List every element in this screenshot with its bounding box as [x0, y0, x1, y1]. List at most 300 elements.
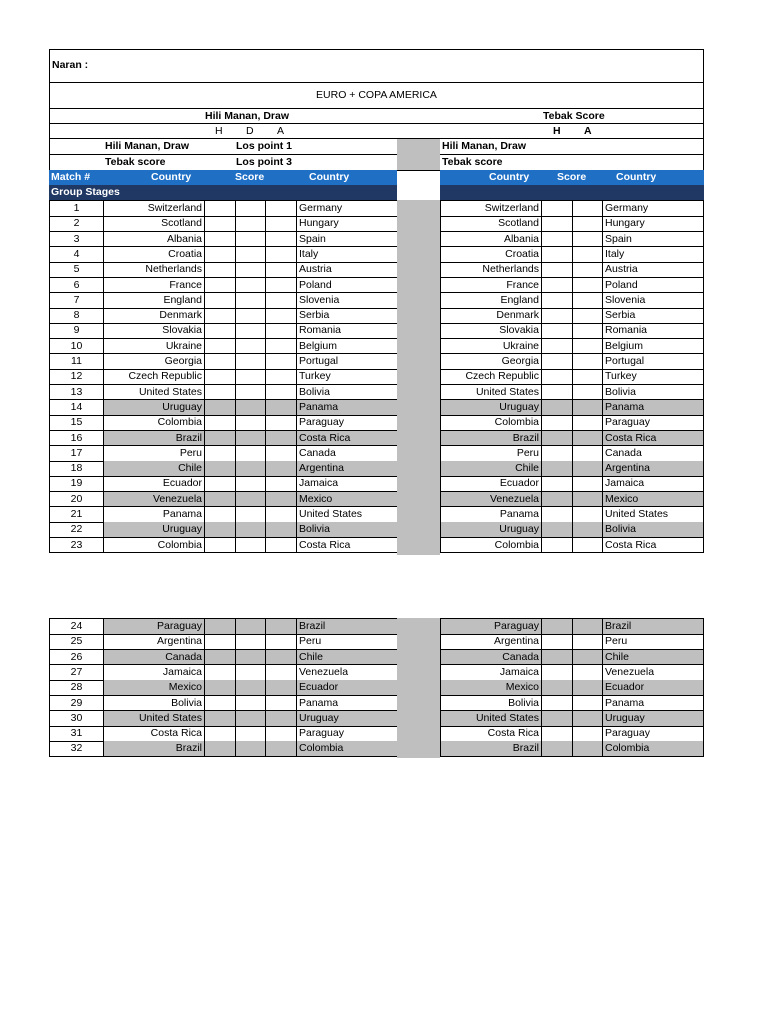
away-score-cell[interactable]	[266, 400, 297, 415]
draw-cell[interactable]	[236, 247, 266, 262]
away-score-cell[interactable]	[266, 232, 297, 247]
home-country: Panama	[441, 507, 542, 522]
away-score-cell[interactable]	[573, 476, 603, 491]
home-score-cell[interactable]	[205, 308, 236, 323]
home-country: Peru	[104, 446, 205, 461]
home-country: Mexico	[441, 680, 542, 695]
home-country: Netherlands	[104, 262, 205, 277]
match-number: 26	[50, 650, 104, 665]
away-score-cell[interactable]	[573, 323, 603, 338]
legend-2-mid: Los point 3	[236, 156, 292, 168]
home-score-cell[interactable]	[542, 431, 573, 446]
home-score-cell[interactable]	[542, 538, 573, 553]
home-score-cell[interactable]	[205, 538, 236, 553]
home-score-cell[interactable]	[205, 232, 236, 247]
table-row	[441, 369, 703, 385]
home-score-cell[interactable]	[205, 323, 236, 338]
table-row	[50, 680, 398, 696]
table-row	[50, 507, 398, 523]
away-score-cell[interactable]	[573, 711, 603, 726]
home-country: Costa Rica	[441, 726, 542, 741]
table-row	[441, 507, 703, 523]
home-country: Colombia	[441, 415, 542, 430]
table-row	[441, 323, 703, 339]
col-country-away: Country	[309, 171, 350, 183]
table-row	[441, 492, 703, 508]
away-country: Ecuador	[603, 680, 703, 695]
table-row	[50, 522, 398, 538]
home-score-cell[interactable]	[542, 400, 573, 415]
away-country: Mexico	[603, 492, 703, 507]
away-country: Paraguay	[297, 726, 398, 741]
home-score-cell[interactable]	[542, 507, 573, 522]
home-score-cell[interactable]	[542, 665, 573, 680]
draw-cell[interactable]	[236, 665, 266, 680]
away-score-cell[interactable]	[266, 354, 297, 369]
away-score-cell[interactable]	[266, 619, 297, 634]
draw-cell[interactable]	[236, 385, 266, 400]
match-number: 14	[50, 400, 104, 415]
table-row	[50, 400, 398, 416]
away-score-cell[interactable]	[266, 369, 297, 384]
away-country: Spain	[297, 232, 398, 247]
legend-right-1: Hili Manan, Draw	[442, 140, 527, 152]
away-score-cell[interactable]	[266, 726, 297, 741]
away-score-cell[interactable]	[266, 665, 297, 680]
table-row	[441, 634, 703, 650]
draw-cell[interactable]	[236, 492, 266, 507]
away-country: Spain	[605, 232, 632, 245]
draw-cell[interactable]	[236, 696, 266, 711]
away-country: Hungary	[297, 216, 398, 231]
draw-cell[interactable]	[236, 278, 266, 293]
away-score-cell[interactable]	[266, 696, 297, 711]
table-row	[50, 339, 398, 355]
away-score-cell[interactable]	[266, 522, 297, 537]
home-country: Jamaica	[104, 665, 205, 680]
away-score-cell[interactable]	[573, 369, 603, 384]
home-score-cell[interactable]	[542, 369, 573, 384]
away-country: Italy	[297, 247, 398, 262]
draw-cell[interactable]	[236, 619, 266, 634]
away-score-cell[interactable]	[573, 538, 603, 553]
home-score-cell[interactable]	[542, 293, 573, 308]
table-row	[50, 634, 398, 650]
draw-cell[interactable]	[236, 680, 266, 695]
match-number: 22	[50, 522, 104, 537]
table-row	[50, 247, 398, 263]
table-separator-2	[397, 618, 440, 758]
away-country: Jamaica	[605, 477, 645, 490]
away-country: Poland	[605, 278, 638, 291]
match-number: 10	[50, 339, 104, 354]
away-score-cell[interactable]	[573, 262, 603, 277]
home-country: Colombia	[104, 538, 205, 553]
legend-2-left: Tebak score	[105, 156, 166, 168]
home-score-cell[interactable]	[205, 339, 236, 354]
away-score-cell[interactable]	[573, 492, 603, 507]
away-score-cell[interactable]	[573, 619, 603, 634]
home-score-cell[interactable]	[542, 696, 573, 711]
home-score-cell[interactable]	[205, 680, 236, 695]
home-score-cell[interactable]	[542, 339, 573, 354]
home-score-cell[interactable]	[542, 522, 573, 537]
home-score-cell[interactable]	[542, 262, 573, 277]
away-country: Hungary	[605, 217, 645, 230]
draw-cell[interactable]	[236, 461, 266, 476]
home-score-cell[interactable]	[542, 680, 573, 695]
table-row	[441, 354, 703, 370]
home-score-cell[interactable]	[205, 650, 236, 665]
match-number: 21	[50, 507, 104, 522]
away-country: United States	[605, 508, 669, 520]
home-country: Uruguay	[104, 522, 205, 537]
home-score-cell[interactable]	[205, 634, 236, 649]
home-score-cell[interactable]	[205, 201, 236, 216]
header-separator	[397, 139, 440, 170]
home-country: Venezuela	[441, 492, 542, 507]
draw-cell[interactable]	[236, 262, 266, 277]
away-score-cell[interactable]	[573, 216, 603, 231]
home-score-cell[interactable]	[205, 415, 236, 430]
table-row	[50, 741, 398, 757]
home-country: Denmark	[441, 308, 542, 323]
away-country: Ecuador	[297, 680, 398, 695]
home-score-cell[interactable]	[542, 492, 573, 507]
table-row	[50, 461, 398, 477]
home-score-cell[interactable]	[542, 308, 573, 323]
home-country: Chile	[441, 461, 542, 476]
home-score-cell[interactable]	[542, 354, 573, 369]
draw-cell[interactable]	[236, 634, 266, 649]
col-score: Score	[235, 171, 265, 183]
away-country: Turkey	[605, 370, 637, 383]
away-country: Argentina	[603, 461, 703, 476]
away-country: Paraguay	[605, 727, 650, 740]
away-score-cell[interactable]	[573, 461, 603, 476]
away-score-cell[interactable]	[266, 293, 297, 308]
draw-cell[interactable]	[236, 538, 266, 553]
away-country: Slovenia	[605, 293, 646, 306]
table-row	[50, 619, 398, 635]
home-score-cell[interactable]	[205, 619, 236, 634]
home-score-cell[interactable]	[205, 354, 236, 369]
home-country: Czech Republic	[441, 369, 542, 384]
home-score-cell[interactable]	[542, 711, 573, 726]
away-score-cell[interactable]	[266, 339, 297, 354]
home-score-cell[interactable]	[205, 216, 236, 231]
draw-cell[interactable]	[236, 308, 266, 323]
away-country: Italy	[605, 247, 625, 260]
table-separator-1	[397, 200, 440, 555]
away-country: Belgium	[605, 339, 643, 352]
draw-cell[interactable]	[236, 201, 266, 216]
col-country-home: Country	[151, 171, 192, 183]
draw-cell[interactable]	[236, 476, 266, 491]
away-country: Panama	[297, 696, 398, 711]
home-score-cell[interactable]	[205, 385, 236, 400]
away-score-cell[interactable]	[266, 476, 297, 491]
draw-cell[interactable]	[236, 507, 266, 522]
home-score-cell[interactable]	[205, 476, 236, 491]
home-score-cell[interactable]	[205, 711, 236, 726]
home-score-cell[interactable]	[205, 507, 236, 522]
home-country: Switzerland	[104, 201, 205, 216]
away-score-cell[interactable]	[266, 507, 297, 522]
home-score-cell[interactable]	[542, 619, 573, 634]
section-header-left	[49, 185, 397, 201]
away-country: Romania	[297, 323, 398, 338]
home-score-cell[interactable]	[542, 476, 573, 491]
away-score-cell[interactable]	[573, 522, 603, 537]
match-number: 2	[50, 216, 104, 231]
home-score-cell[interactable]	[542, 323, 573, 338]
table-row	[50, 369, 398, 385]
away-score-cell[interactable]	[266, 431, 297, 446]
home-score-cell[interactable]	[542, 415, 573, 430]
away-country: Chile	[297, 650, 398, 665]
home-country: Croatia	[441, 247, 542, 262]
home-country: Ecuador	[441, 476, 542, 491]
home-country: Albania	[104, 232, 205, 247]
table-row	[441, 415, 703, 431]
col-match: Match #	[51, 171, 91, 183]
draw-cell[interactable]	[236, 354, 266, 369]
match-table-right-1	[440, 200, 704, 553]
home-country: Czech Republic	[104, 369, 205, 384]
away-country: Paraguay	[297, 415, 398, 430]
home-score-cell[interactable]	[542, 461, 573, 476]
table-row	[50, 446, 398, 462]
home-score-cell[interactable]	[542, 278, 573, 293]
draw-cell[interactable]	[236, 650, 266, 665]
home-country: Colombia	[104, 415, 205, 430]
away-score-cell[interactable]	[266, 446, 297, 461]
draw-cell[interactable]	[236, 711, 266, 726]
table-row	[441, 665, 703, 681]
away-score-cell[interactable]	[266, 216, 297, 231]
away-score-cell[interactable]	[573, 247, 603, 262]
draw-cell[interactable]	[236, 216, 266, 231]
away-country: Venezuela	[605, 665, 655, 678]
away-score-cell[interactable]	[573, 293, 603, 308]
away-country: Germany	[605, 202, 649, 214]
home-score-cell[interactable]	[205, 446, 236, 461]
away-score-cell[interactable]	[573, 400, 603, 415]
away-score-cell[interactable]	[266, 461, 297, 476]
home-country: Uruguay	[441, 522, 542, 537]
home-score-cell[interactable]	[542, 216, 573, 231]
table-row	[50, 538, 398, 554]
away-score-cell[interactable]	[573, 385, 603, 400]
away-country: Colombia	[297, 741, 398, 756]
match-number: 19	[50, 476, 104, 491]
home-country: Paraguay	[104, 619, 205, 634]
naran-label: Naran :	[52, 59, 89, 71]
table-row	[441, 247, 703, 263]
table-row	[441, 680, 703, 696]
home-country: Brazil	[441, 741, 542, 756]
home-score-cell[interactable]	[205, 369, 236, 384]
away-score-cell[interactable]	[266, 415, 297, 430]
draw-cell[interactable]	[236, 446, 266, 461]
home-country: Georgia	[441, 354, 542, 369]
away-score-cell[interactable]	[266, 650, 297, 665]
table-row	[441, 339, 703, 355]
table-row	[50, 492, 398, 508]
home-score-cell[interactable]	[542, 650, 573, 665]
draw-cell[interactable]	[236, 522, 266, 537]
right-h-label: H	[553, 125, 561, 137]
home-score-cell[interactable]	[205, 492, 236, 507]
left-group-title: Hili Manan, Draw	[205, 110, 290, 122]
home-score-cell[interactable]	[205, 522, 236, 537]
legend-row-2	[49, 154, 704, 171]
draw-cell[interactable]	[236, 400, 266, 415]
home-country: Mexico	[104, 680, 205, 695]
away-score-cell[interactable]	[266, 247, 297, 262]
table-row	[50, 354, 398, 370]
away-country: Austria	[605, 263, 638, 276]
away-score-cell[interactable]	[573, 507, 603, 522]
away-country: Serbia	[297, 308, 398, 323]
away-score-cell[interactable]	[573, 354, 603, 369]
table-row	[441, 293, 703, 309]
away-country: Panama	[605, 696, 645, 709]
draw-cell[interactable]	[236, 431, 266, 446]
home-score-cell[interactable]	[542, 634, 573, 649]
away-country: Portugal	[605, 355, 645, 367]
home-score-cell[interactable]	[542, 385, 573, 400]
away-score-cell[interactable]	[573, 680, 603, 695]
table-row	[50, 308, 398, 324]
away-score-cell[interactable]	[573, 665, 603, 680]
home-score-cell[interactable]	[205, 665, 236, 680]
match-number: 6	[50, 278, 104, 293]
away-score-cell[interactable]	[266, 492, 297, 507]
away-country: Uruguay	[297, 711, 398, 726]
away-score-cell[interactable]	[573, 415, 603, 430]
home-score-cell[interactable]	[205, 431, 236, 446]
away-score-cell[interactable]	[573, 201, 603, 216]
draw-cell[interactable]	[236, 726, 266, 741]
draw-cell[interactable]	[236, 415, 266, 430]
away-score-cell[interactable]	[266, 201, 297, 216]
naran-box	[49, 49, 704, 83]
home-score-cell[interactable]	[205, 726, 236, 741]
home-score-cell[interactable]	[542, 247, 573, 262]
away-country: Turkey	[297, 369, 398, 384]
away-score-cell[interactable]	[573, 308, 603, 323]
table-row	[50, 665, 398, 681]
away-score-cell[interactable]	[573, 232, 603, 247]
away-country: Panama	[603, 400, 703, 415]
away-score-cell[interactable]	[266, 308, 297, 323]
away-country: Panama	[297, 400, 398, 415]
away-score-cell[interactable]	[266, 680, 297, 695]
home-country: Albania	[441, 232, 542, 247]
table-row	[441, 201, 703, 217]
draw-cell[interactable]	[236, 369, 266, 384]
home-score-cell[interactable]	[542, 726, 573, 741]
home-country: Argentina	[104, 634, 205, 649]
draw-cell[interactable]	[236, 232, 266, 247]
home-score-cell[interactable]	[542, 741, 573, 756]
away-score-cell[interactable]	[573, 446, 603, 461]
away-score-cell[interactable]	[266, 385, 297, 400]
home-score-cell[interactable]	[205, 741, 236, 756]
away-score-cell[interactable]	[266, 278, 297, 293]
home-score-cell[interactable]	[205, 400, 236, 415]
home-country: England	[104, 293, 205, 308]
away-score-cell[interactable]	[266, 634, 297, 649]
away-score-cell[interactable]	[266, 711, 297, 726]
away-country: Serbia	[605, 309, 636, 322]
home-country: Panama	[104, 507, 205, 522]
away-country: Bolivia	[605, 385, 636, 398]
away-score-cell[interactable]	[573, 634, 603, 649]
table-row	[441, 726, 703, 742]
right-group-title: Tebak Score	[543, 110, 605, 122]
column-header-right	[440, 170, 704, 186]
away-score-cell[interactable]	[266, 741, 297, 756]
away-country: Bolivia	[603, 522, 703, 537]
home-score-cell[interactable]	[542, 232, 573, 247]
away-score-cell[interactable]	[573, 339, 603, 354]
away-country: Costa Rica	[297, 538, 398, 553]
home-score-cell[interactable]	[205, 461, 236, 476]
away-country: Canada	[297, 446, 398, 461]
home-country: United States	[104, 385, 205, 400]
section-label: Group Stages	[51, 186, 120, 198]
left-d-label: D	[246, 125, 254, 137]
table-row	[50, 711, 398, 727]
home-score-cell[interactable]	[542, 201, 573, 216]
away-score-cell[interactable]	[573, 741, 603, 756]
away-score-cell[interactable]	[573, 696, 603, 711]
home-score-cell[interactable]	[205, 278, 236, 293]
away-score-cell[interactable]	[266, 538, 297, 553]
away-country: Peru	[605, 635, 628, 648]
home-country: Ukraine	[441, 339, 542, 354]
home-country: Brazil	[104, 741, 205, 756]
home-country: Scotland	[441, 216, 542, 231]
away-score-cell[interactable]	[573, 278, 603, 293]
home-score-cell[interactable]	[205, 696, 236, 711]
table-row	[441, 308, 703, 324]
home-country: Denmark	[104, 308, 205, 323]
away-score-cell[interactable]	[573, 650, 603, 665]
table-row	[50, 323, 398, 339]
away-country: Belgium	[297, 339, 398, 354]
table-row	[50, 696, 398, 712]
home-score-cell[interactable]	[205, 247, 236, 262]
draw-cell[interactable]	[236, 323, 266, 338]
away-score-cell[interactable]	[266, 323, 297, 338]
draw-cell[interactable]	[236, 293, 266, 308]
home-score-cell[interactable]	[205, 262, 236, 277]
match-number: 5	[50, 262, 104, 277]
away-score-cell[interactable]	[573, 431, 603, 446]
home-score-cell[interactable]	[205, 293, 236, 308]
home-score-cell[interactable]	[542, 446, 573, 461]
draw-cell[interactable]	[236, 741, 266, 756]
away-score-cell[interactable]	[573, 726, 603, 741]
table-row	[50, 385, 398, 401]
draw-cell[interactable]	[236, 339, 266, 354]
sheet-title: EURO + COPA AMERICA	[316, 89, 437, 101]
away-score-cell[interactable]	[266, 262, 297, 277]
